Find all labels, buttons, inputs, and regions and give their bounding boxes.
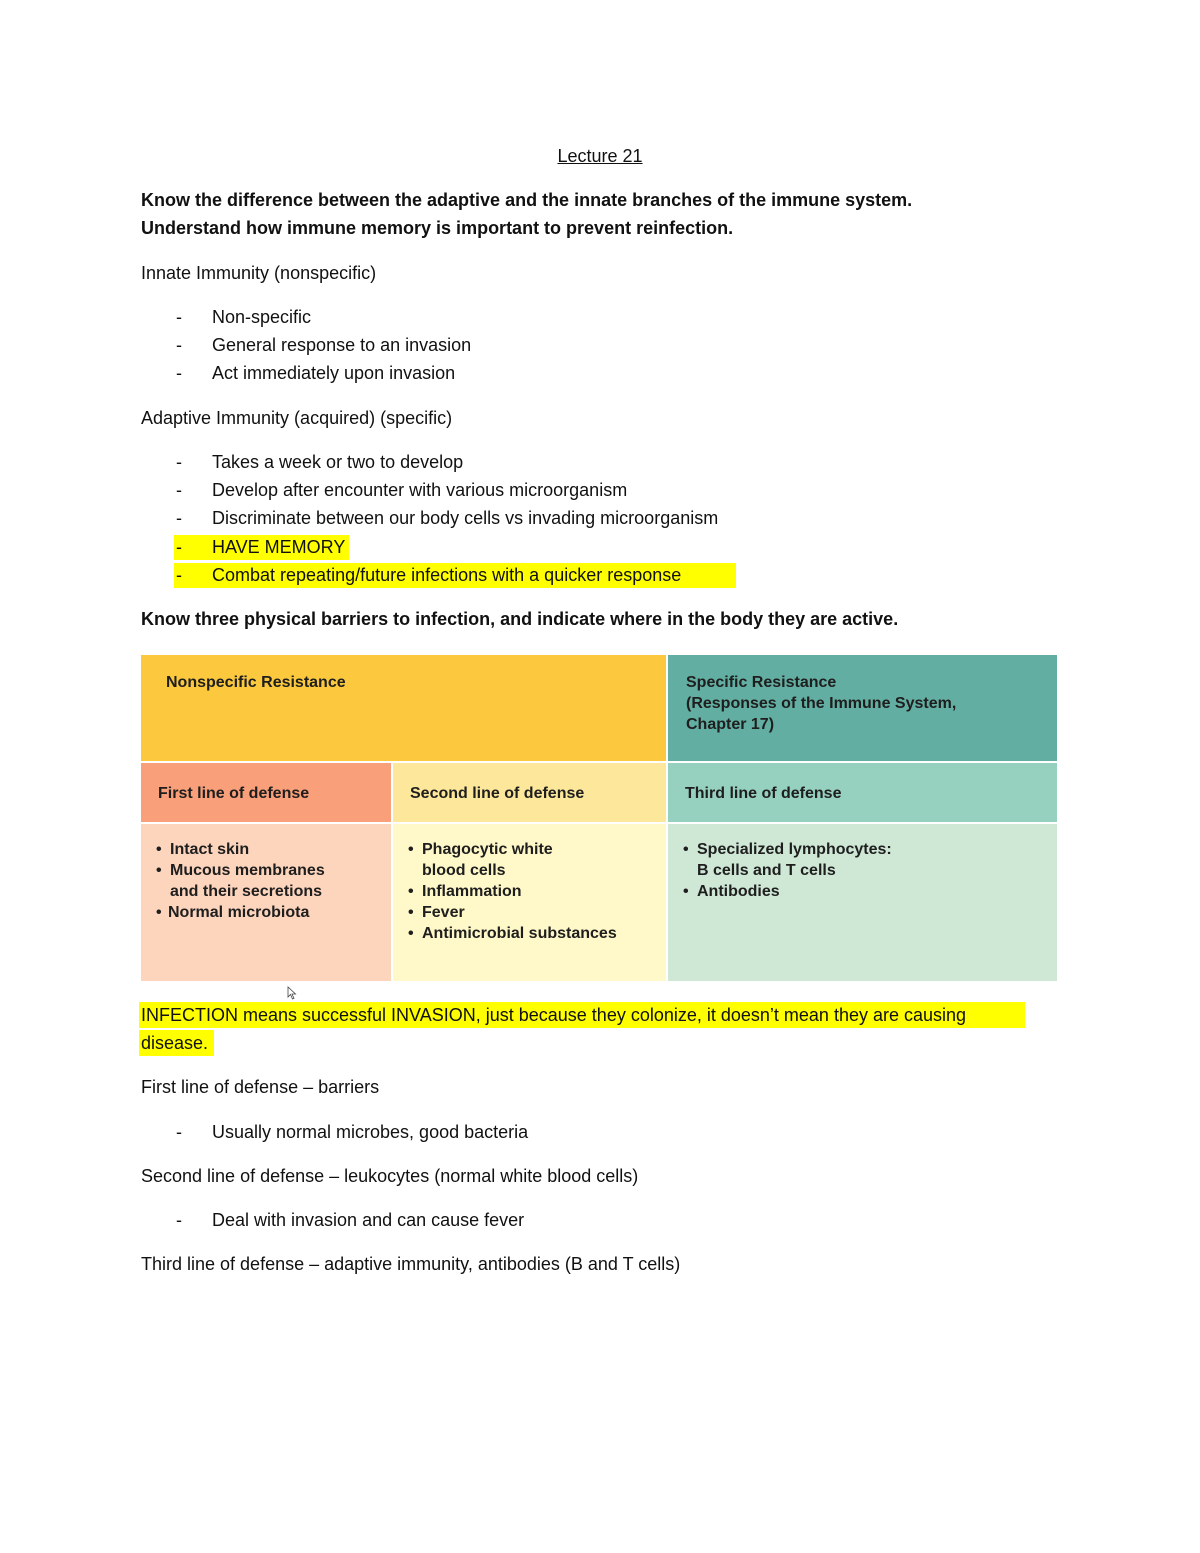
bullet-dot: • xyxy=(408,841,414,858)
bullet-dash: - xyxy=(176,480,182,500)
nonspecific-resistance-cell xyxy=(141,655,666,761)
infection-note-line-1: INFECTION means successful INVASION, just because they colonize, it doesn’t mean they are causing xyxy=(141,1005,967,1025)
objective-1: Know the difference between the adaptive and the innate branches of the immune system. xyxy=(141,190,913,210)
bullet-dot: • xyxy=(156,904,162,921)
list-item: • Normal microbiota xyxy=(156,904,310,921)
second-line-item-1: Deal with invasion and can cause fever xyxy=(212,1210,525,1230)
first-line-list xyxy=(156,839,325,923)
list-item: • Antimicrobial substances xyxy=(408,925,617,942)
innate-item-3: Act immediately upon invasion xyxy=(212,363,456,383)
bullet-dot: • xyxy=(408,904,414,921)
innate-item-2: General response to an invasion xyxy=(212,335,472,355)
mouse-cursor-icon xyxy=(287,986,297,1000)
bullet-dot: • xyxy=(408,883,414,900)
second-line-list xyxy=(408,839,617,944)
second-line-label-cell xyxy=(393,763,666,822)
adaptive-heading: Adaptive Immunity (acquired) (specific) xyxy=(141,408,453,428)
third-line-label-cell xyxy=(668,763,1057,822)
second-line-heading: Second line of defense – leukocytes (normal white blood cells) xyxy=(141,1166,639,1186)
list-item: • Phagocytic white xyxy=(408,841,553,858)
bullet-dot: • xyxy=(683,883,689,900)
second-line-body-cell xyxy=(393,824,666,981)
list-item: • Intact skin xyxy=(156,841,250,858)
bullet-dash: - xyxy=(176,565,182,585)
third-line-list xyxy=(683,839,892,902)
adaptive-item-3: Discriminate between our body cells vs invading microorganism xyxy=(212,508,719,528)
page-title: Lecture 21 xyxy=(557,146,643,166)
list-item: and their secretions xyxy=(170,883,323,900)
first-line-label-cell xyxy=(141,763,391,822)
third-line-label: Third line of defense xyxy=(685,785,842,802)
adaptive-item-1: Takes a week or two to develop xyxy=(212,452,464,472)
innate-item-1: Non-specific xyxy=(212,307,312,327)
second-line-label: Second line of defense xyxy=(410,785,585,802)
list-item: • Mucous membranes xyxy=(156,862,325,879)
list-item: • Antibodies xyxy=(683,883,780,900)
first-line-label: First line of defense xyxy=(158,785,310,802)
first-line-heading: First line of defense – barriers xyxy=(141,1077,380,1097)
list-item: B cells and T cells xyxy=(697,862,836,879)
third-line-heading: Third line of defense – adaptive immunity, antibodies (B and T cells) xyxy=(141,1254,681,1274)
bullet-dot: • xyxy=(683,841,689,858)
adaptive-item-5: Combat repeating/future infections with a quicker response xyxy=(212,565,682,585)
nonspecific-resistance-header: Nonspecific Resistance xyxy=(166,674,346,691)
bullet-dash: - xyxy=(176,537,182,557)
list-item: blood cells xyxy=(422,862,506,879)
bullet-dot: • xyxy=(156,841,162,858)
list-item: • Inflammation xyxy=(408,883,522,900)
specific-resistance-header-1: Specific Resistance xyxy=(686,674,837,691)
specific-resistance-header-3: Chapter 17) xyxy=(686,716,775,733)
defense-lines-figure xyxy=(141,655,1057,981)
bullet-dash: - xyxy=(176,307,182,327)
list-item: • Specialized lymphocytes: xyxy=(683,841,892,858)
bullet-dash: - xyxy=(176,452,182,472)
infection-note-line-2: disease. xyxy=(141,1033,209,1053)
bullet-dash: - xyxy=(176,363,182,383)
adaptive-item-4: HAVE MEMORY xyxy=(212,537,346,557)
first-line-item-1: Usually normal microbes, good bacteria xyxy=(212,1122,529,1142)
barriers-objective: Know three physical barriers to infection, and indicate where in the body they are active. xyxy=(141,609,899,629)
bullet-dash: - xyxy=(176,1210,182,1230)
first-line-body-cell xyxy=(141,824,391,981)
adaptive-item-2: Develop after encounter with various microorganism xyxy=(212,480,628,500)
list-item: • Fever xyxy=(408,904,465,921)
bullet-dot: • xyxy=(156,862,162,879)
bullet-dash: - xyxy=(176,335,182,355)
specific-resistance-header-2: (Responses of the Immune System, xyxy=(686,695,957,712)
innate-heading: Innate Immunity (nonspecific) xyxy=(141,263,377,283)
specific-resistance-cell xyxy=(668,655,1057,761)
objective-2: Understand how immune memory is important to prevent reinfection. xyxy=(141,218,734,238)
bullet-dash: - xyxy=(176,508,182,528)
third-line-body-cell xyxy=(668,824,1057,981)
bullet-dot: • xyxy=(408,925,414,942)
bullet-dash: - xyxy=(176,1122,182,1142)
